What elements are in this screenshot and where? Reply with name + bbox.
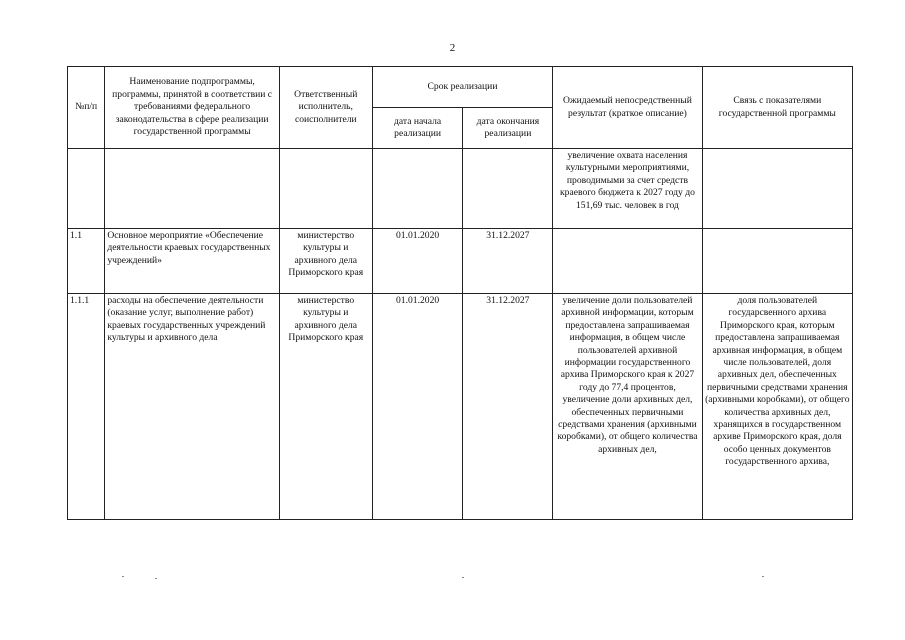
table-row (68, 229, 853, 294)
cell-name (105, 149, 280, 229)
cell-result (553, 229, 702, 294)
header-responsible: Ответственный исполнитель, соисполнители (279, 67, 372, 149)
scan-speck (762, 576, 764, 577)
cell-link (702, 149, 852, 229)
table-row (68, 294, 853, 520)
cell-end-date: 31.12.2027 (463, 294, 553, 520)
cell-number: 1.1 (68, 229, 105, 294)
cell-name: Основное мероприятие «Обеспечение деятельности краевых государственных учреждений» (105, 229, 280, 294)
cell-end-date (463, 149, 553, 229)
cell-responsible (279, 149, 372, 229)
cell-number: 1.1.1 (68, 294, 105, 520)
cell-name: расходы на обеспечение деятельности (оказание услуг, выполнение работ) краевых государственных учреждений культуры и архивного дела (105, 294, 280, 520)
cell-link-text: доля пользователей государсвенного архива Приморского края, которым предоставлена запрашиваемая архивная информация, в общем числе пользователей, доля архивных дел, обеспеченных первичными средствами хранения (архивными коробками), от общего количества архивных дел, хранящихся в государственном архиве Приморского края, доля особо ценных документов государственного архива, (705, 295, 850, 468)
scan-speck (462, 577, 464, 578)
cell-result: увеличение охвата населения культурными мероприятиями, проводимыми за счет средств краевого бюджета к 2027 году до 151,69 тыс. человек в год (553, 149, 702, 229)
header-start-date: дата начала реализации (372, 108, 463, 149)
cell-start-date: 01.01.2020 (372, 229, 463, 294)
cell-result-text: увеличение доли пользователей архивной информации, которым предоставлена запрашиваемая информация, в общем числе пользователей архивной информации государственного архива Приморского края к 2027 году до 77,4 процентов, увеличение доли архивных дел, обеспеченных первичными средствами хранения (архивными коробками), от общего количества архивных дел, (557, 295, 698, 455)
cell-start-date: 01.01.2020 (372, 294, 463, 520)
header-row (68, 67, 853, 108)
table-row (68, 149, 853, 229)
page-number: 2 (449, 42, 456, 54)
cell-start-date (372, 149, 463, 229)
cell-responsible: министерство культуры и архивного дела Приморского края (279, 294, 372, 520)
cell-responsible: министерство культуры и архивного дела Приморского края (279, 229, 372, 294)
cell-link (702, 294, 852, 520)
header-end-date: дата окончания реализации (463, 108, 553, 149)
header-result: Ожидаемый непосредственный результат (краткое описание) (553, 67, 702, 149)
cell-end-date: 31.12.2027 (463, 229, 553, 294)
header-number: №п/п (68, 67, 105, 149)
scan-speck (122, 576, 124, 577)
program-table (67, 66, 853, 520)
header-link: Связь с показателями государственной программы (702, 67, 852, 149)
cell-number (68, 149, 105, 229)
cell-link (702, 229, 852, 294)
header-name: Наименование подпрограммы, программы, принятой в соответствии с требованиями федерального законодательства в сфере реализации государственной программы (105, 67, 280, 149)
cell-result (553, 294, 702, 520)
header-period: Срок реализации (372, 67, 553, 108)
scan-speck (155, 578, 157, 579)
